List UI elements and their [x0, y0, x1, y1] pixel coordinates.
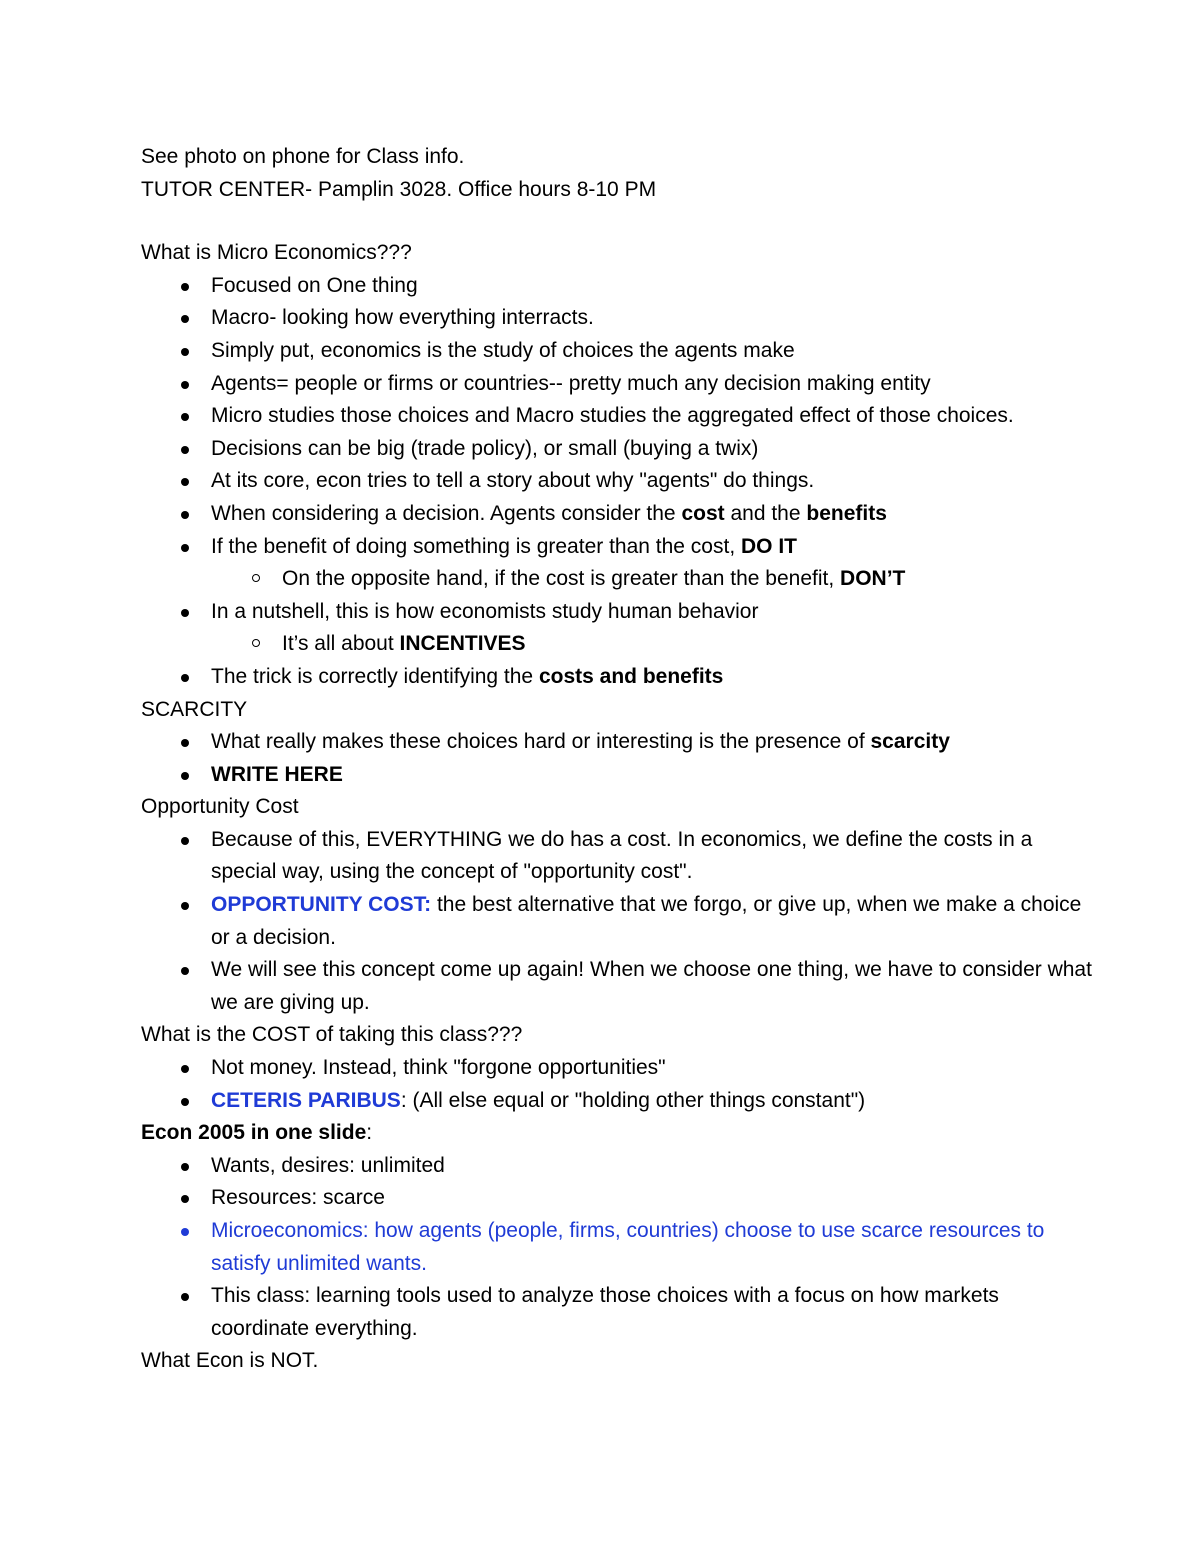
- section-heading-class-cost: What is the COST of taking this class???: [141, 1023, 523, 1047]
- list-item: Decisions can be big (trade policy), or small (buying a twix): [141, 433, 1101, 466]
- section-heading-scarcity: SCARCITY: [141, 697, 248, 721]
- list-item: We will see this concept come up again! When we choose one thing, we have to consider what we are giving up.: [141, 954, 1101, 1019]
- list-item: Resources: scarce: [141, 1182, 1101, 1215]
- list-item: Simply put, economics is the study of choices the agents make: [141, 335, 1101, 368]
- list-item: OPPORTUNITY COST: the best alternative that we forgo, or give up, when we make a choice or a decision.: [141, 889, 1101, 954]
- bold-dont: DON’T: [840, 567, 906, 591]
- list-item-highlighted: Microeconomics: how agents (people, firms, countries) choose to use scarce resources to satisfy unlimited wants.: [141, 1215, 1101, 1280]
- list-item: At its core, econ tries to tell a story about why "agents" do things.: [141, 465, 1101, 498]
- blank-line: [141, 206, 1101, 237]
- sub-list-item: On the opposite hand, if the cost is greater than the benefit, DON’T: [141, 563, 1101, 596]
- bold-scarcity: scarcity: [870, 730, 950, 754]
- document-body: [141, 141, 1101, 1378]
- bold-cost: cost: [681, 501, 725, 525]
- section-heading-micro: What is Micro Economics???: [141, 241, 412, 265]
- list-item: Focused on One thing: [141, 270, 1101, 303]
- sub-list-item: It’s all about INCENTIVES: [141, 628, 1101, 661]
- list-item: Because of this, EVERYTHING we do has a cost. In economics, we define the costs in a special way, using the concept of "opportunity cost".: [141, 824, 1101, 889]
- micro-bullet-list: [141, 270, 1101, 694]
- section-heading-econ-2005: Econ 2005 in one slide:: [141, 1121, 373, 1145]
- bold-write-here: WRITE HERE: [211, 762, 343, 786]
- class-cost-bullet-list: [141, 1052, 1101, 1117]
- tutor-center-line: TUTOR CENTER- Pamplin 3028. Office hours 8-10 PM: [141, 177, 657, 201]
- opportunity-cost-bullet-list: [141, 824, 1101, 1020]
- list-item: What really makes these choices hard or interesting is the presence of scarcity: [141, 726, 1101, 759]
- econ-2005-bullet-list: [141, 1150, 1101, 1346]
- bold-costs-and-benefits: costs and benefits: [538, 664, 724, 688]
- list-item: In a nutshell, this is how economists study human behavior: [141, 596, 1101, 629]
- list-item: Micro studies those choices and Macro studies the aggregated effect of those choices.: [141, 400, 1101, 433]
- list-item: If the benefit of doing something is greater than the cost, DO IT: [141, 531, 1101, 564]
- bold-do-it: DO IT: [741, 534, 797, 558]
- term-opportunity-cost: OPPORTUNITY COST:: [211, 893, 432, 917]
- section-heading-not-econ: What Econ is NOT.: [141, 1349, 319, 1373]
- list-item: [141, 759, 1101, 792]
- list-item: CETERIS PARIBUS: (All else equal or "holding other things constant"): [141, 1085, 1101, 1118]
- section-heading-opportunity-cost: Opportunity Cost: [141, 795, 299, 819]
- list-item: Not money. Instead, think "forgone opportunities": [141, 1052, 1101, 1085]
- scarcity-bullet-list: [141, 726, 1101, 791]
- list-item: Wants, desires: unlimited: [141, 1150, 1101, 1183]
- list-item: When considering a decision. Agents consider the cost and the benefits: [141, 498, 1101, 531]
- list-item: Agents= people or firms or countries-- pretty much any decision making entity: [141, 368, 1101, 401]
- term-ceteris-paribus: CETERIS PARIBUS: [211, 1088, 401, 1112]
- list-item: Macro- looking how everything interracts.: [141, 302, 1101, 335]
- list-item: This class: learning tools used to analyze those choices with a focus on how markets coordinate everything.: [141, 1280, 1101, 1345]
- bold-benefits: benefits: [806, 501, 887, 525]
- class-info-line: See photo on phone for Class info.: [141, 145, 465, 168]
- bold-incentives: INCENTIVES: [399, 632, 526, 656]
- list-item: The trick is correctly identifying the costs and benefits: [141, 661, 1101, 694]
